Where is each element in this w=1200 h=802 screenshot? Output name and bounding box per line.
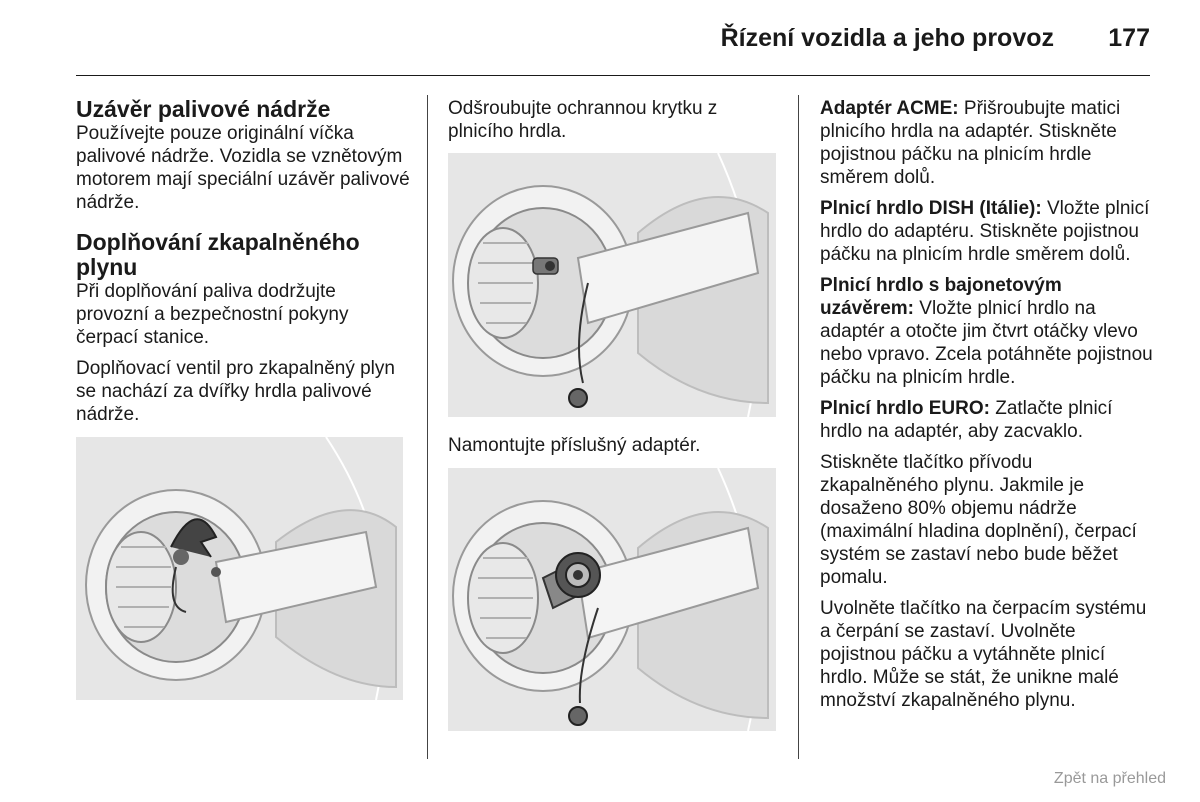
paragraph-lpg-button: Stiskněte tlačítko přívodu zkapalněného plynu. Jakmile je dosaženo 80% objemu nádrže (maximální hladina doplnění), čerpací systém se zastaví nebo bude běžet pomalu. — [820, 452, 1137, 588]
paragraph-fit-adapter: Namontujte příslušný adaptér. — [448, 435, 701, 456]
protective-cap-illustration — [448, 153, 776, 417]
column-divider-left — [427, 95, 428, 759]
fuel-door-illustration — [76, 437, 403, 700]
column-2-middle — [448, 434, 778, 465]
column-2-top — [448, 97, 778, 151]
paragraph-dish-nozzle — [820, 197, 1155, 266]
euro-nozzle-text: Zatlačte plnicí hrdlo na adaptér, aby zacvaklo. — [820, 398, 1113, 442]
dish-nozzle-text: Vložte plnicí hrdlo do adaptéru. Stiskněte pojistnou páčku na plnicím hrdle směrem dolů. — [820, 198, 1150, 265]
paragraph-acme-adapter — [820, 97, 1155, 189]
header-divider — [76, 75, 1150, 76]
acme-adapter-label: Adaptér ACME: — [820, 98, 959, 119]
bayonet-nozzle-text: Vložte plnicí hrdlo na adaptér a otočte jim čtvrt otáčky vlevo nebo vpravo. Zcela potáhněte pojistnou páčku na plnicím hrdle. — [820, 298, 1153, 388]
paragraph-lpg-valve-location: Doplňovací ventil pro zkapalněný plyn se nachází za dvířky hrdla palivové nádrže. — [76, 358, 395, 425]
adapter-drawing — [448, 468, 776, 731]
back-to-overview-link[interactable]: Zpět na přehled — [1053, 770, 1166, 787]
euro-nozzle-label: Plnicí hrdlo EURO: — [820, 398, 990, 419]
paragraph-euro-nozzle — [820, 397, 1155, 443]
page-number: 177 — [1108, 24, 1150, 52]
column-3 — [820, 97, 1155, 720]
paragraph-release-button: Uvolněte tlačítko na čerpacím systému a čerpání se zastaví. Uvolněte pojistnou páčku a vytáhněte plnicí hrdlo. Může se stát, že unikne malé množství zkapalněného plynu. — [820, 598, 1147, 711]
column-1 — [76, 97, 411, 434]
fuel-door-drawing — [76, 437, 403, 700]
paragraph-bayonet-nozzle — [820, 274, 1155, 389]
bayonet-nozzle-label: Plnicí hrdlo s bajonetovým uzávěrem: — [820, 275, 1062, 319]
paragraph-remove-cap: Odšroubujte ochrannou krytku z plnicího hrdla. — [448, 98, 718, 142]
paragraph-fuel-cap: Používejte pouze originální víčka palivové nádrže. Vozidla se vznětovým motorem mají speciální uzávěr palivové nádrže. — [76, 123, 410, 213]
acme-adapter-text: Přišroubujte matici plnicího hrdla na adaptér. Stiskněte pojistnou páčku na plnicím hrdle směrem dolů. — [820, 98, 1121, 188]
section-heading-fuel-cap: Uzávěr palivové nádrže — [76, 96, 331, 122]
paragraph-lpg-safety: Při doplňování paliva dodržujte provozní a bezpečnostní pokyny čerpací stanice. — [76, 281, 349, 348]
section-heading-lpg-refuelling: Doplňování zkapalněného plynu — [76, 229, 360, 280]
adapter-illustration — [448, 468, 776, 731]
dish-nozzle-label: Plnicí hrdlo DISH (Itálie): — [820, 198, 1042, 219]
page-header-title: Řízení vozidla a jeho provoz — [720, 24, 1054, 52]
column-divider-right — [798, 95, 799, 759]
protective-cap-drawing — [448, 153, 776, 417]
